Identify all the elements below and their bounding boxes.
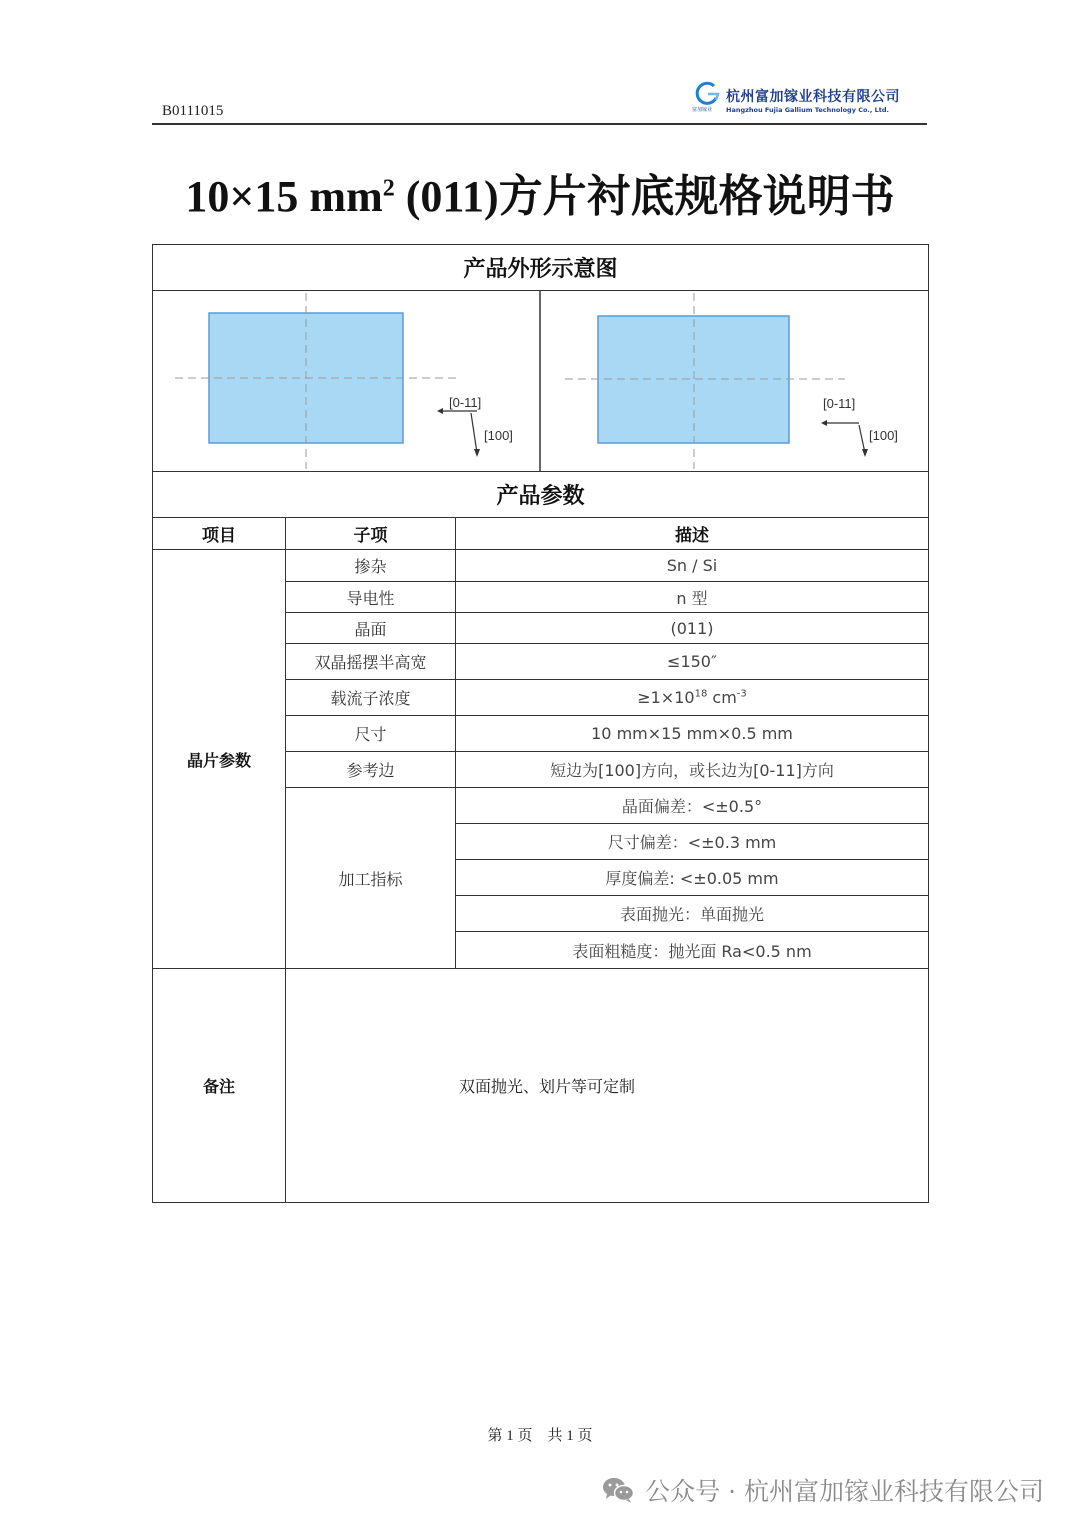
subitem-cell: 导电性 xyxy=(286,582,456,613)
processing-item: 尺寸偏差：<±0.3 mm xyxy=(456,824,929,860)
wechat-icon xyxy=(601,1476,635,1504)
page-number: 第 1 页 共 1 页 xyxy=(487,1428,593,1444)
subitem-cell: 掺杂 xyxy=(286,550,456,582)
subitem-cell: 尺寸 xyxy=(286,716,456,752)
remarks-text: 双面抛光、划片等可定制 xyxy=(286,969,929,1203)
right-arrowhead-100 xyxy=(862,449,868,457)
left-arrowhead-0-11 xyxy=(437,408,443,414)
right-arrowhead-0-11 xyxy=(821,420,827,426)
description-cell: n 型 xyxy=(456,582,929,613)
shape-diagram xyxy=(153,291,927,471)
logo-sub-text: 富加镓业 xyxy=(692,107,713,113)
title-suffix: (011)方片衬底规格说明书 xyxy=(394,172,895,221)
right-label-0-11: [0-11] xyxy=(823,396,856,411)
title-prefix: 10×15 mm xyxy=(185,172,383,221)
processing-item: 晶面偏差：<±0.5° xyxy=(456,788,929,824)
description-cell: 10 mm×15 mm×0.5 mm xyxy=(456,716,929,752)
carrier-concentration-exponent: 18 xyxy=(694,688,708,700)
carrier-concentration-base: ≥1×10 xyxy=(637,688,695,707)
column-header-subitem: 子项 xyxy=(286,518,456,550)
company-logo xyxy=(692,80,932,118)
table-row xyxy=(153,550,929,582)
company-name-en: Hangzhou Fujia Gallium Technology Co., Ltd. xyxy=(726,106,889,114)
description-cell: ≤150″ xyxy=(456,644,929,680)
description-cell: Sn / Si xyxy=(456,550,929,582)
left-label-100: [100] xyxy=(484,428,513,443)
description-cell: 短边为[100]方向，或长边为[0-11]方向 xyxy=(456,752,929,788)
left-arrow-100 xyxy=(471,413,477,453)
processing-item: 表面粗糙度：抛光面 Ra<0.5 nm xyxy=(456,932,929,969)
shape-diagram-cell xyxy=(153,291,929,472)
subitem-cell: 载流子浓度 xyxy=(286,680,456,716)
left-arrowhead-100 xyxy=(474,449,480,457)
document-title xyxy=(0,160,1080,224)
subitem-cell: 晶面 xyxy=(286,613,456,644)
watermark-text: 公众号 · 杭州富加镓业科技有限公司 xyxy=(645,1477,1044,1506)
title-superscript: 2 xyxy=(382,175,395,202)
remarks-row xyxy=(153,969,929,1203)
company-name-cn: 杭州富加镓业科技有限公司 xyxy=(726,89,900,105)
processing-subitem-label: 加工指标 xyxy=(286,788,456,969)
right-label-100: [100] xyxy=(869,428,898,443)
processing-item: 表面抛光：单面抛光 xyxy=(456,896,929,932)
header-rule xyxy=(152,123,927,125)
remarks-label: 备注 xyxy=(153,969,286,1203)
right-arrow-100 xyxy=(859,425,865,453)
carrier-concentration-unit-exponent: -3 xyxy=(736,688,747,700)
column-header-description: 描述 xyxy=(456,518,929,550)
spec-table xyxy=(152,244,929,1203)
description-cell xyxy=(456,680,929,716)
watermark xyxy=(601,1472,1044,1508)
subitem-cell: 参考边 xyxy=(286,752,456,788)
wafer-params-group-label: 晶片参数 xyxy=(153,550,286,969)
section-shape-title: 产品外形示意图 xyxy=(153,245,929,291)
column-header-item: 项目 xyxy=(153,518,286,550)
document-id: B0111015 xyxy=(162,103,224,119)
processing-item: 厚度偏差: <±0.05 mm xyxy=(456,860,929,896)
section-params-title: 产品参数 xyxy=(153,472,929,518)
left-label-0-11: [0-11] xyxy=(449,395,482,410)
description-cell: (011) xyxy=(456,613,929,644)
subitem-cell: 双晶摇摆半高宽 xyxy=(286,644,456,680)
carrier-concentration-unit: cm xyxy=(707,688,737,707)
